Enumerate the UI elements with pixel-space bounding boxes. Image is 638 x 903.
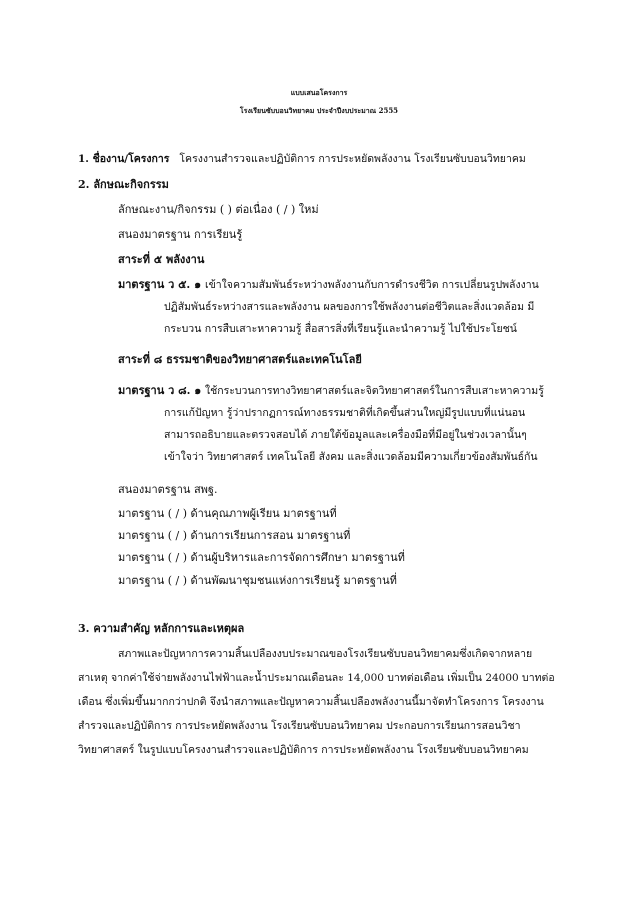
curriculum-standard: สนองมาตรฐาน การเรียนรู้ (118, 228, 243, 241)
section-3-label: 3. ความสำคัญ หลักการและเหตุผล (78, 622, 245, 635)
section-3-line: เดือน ซึ่งเพิ่มขึ้นมากกว่าปกติ จึงนำสภาพและปัญหาความสิ้นเปลืองพลังงานนี้มาจัดทำโครงการ โครงงาน (78, 696, 544, 708)
section-3-line: วิทยาศาสตร์ ในรูปแบบโครงงานสำรวจและปฏิบัติการ การประหยัดพลังงาน โรงเรียนซับบอนวิทยาคม (78, 744, 529, 756)
onec-standard-item: มาตรฐาน ( / ) ด้านผู้บริหารและการจัดการศึกษา มาตรฐานที่ (118, 551, 405, 564)
onec-standard-item: มาตรฐาน ( / ) ด้านคุณภาพผู้เรียน มาตรฐานที่ (118, 507, 337, 520)
onec-standard: สนองมาตรฐาน สพฐ. (118, 483, 218, 496)
activity-type: ลักษณะงาน/กิจกรรม ( ) ต่อเนื่อง ( / ) ใหม่ (118, 203, 319, 216)
section-3-line: สำรวจและปฏิบัติการ การประหยัดพลังงาน โรงเรียนซับบอนวิทยาคม ประกอบการเรียนการสอนวิชา (78, 720, 521, 732)
section-1-label: 1. ชื่องาน/โครงการ (78, 153, 170, 165)
section-2-label: 2. ลักษณะกิจกรรม (78, 178, 169, 191)
standard-5-1-label: มาตรฐาน ว ๕. ๑ (118, 278, 202, 291)
section-1-text: โครงงานสำรวจและปฏิบัติการ การประหยัดพลังงาน โรงเรียนซับบอนวิทยาคม (179, 153, 526, 165)
document-subtitle: โรงเรียนซับบอนวิทยาคม ประจำปีงบประมาณ 2555 (239, 106, 399, 115)
onec-standard-item: มาตรฐาน ( / ) ด้านการเรียนการสอน มาตรฐานที่ (118, 529, 351, 542)
standard-8-1-line: ใช้กระบวนการทางวิทยาศาสตร์และจิตวิทยาศาสตร์ในการสืบเสาะหาความรู้ (205, 385, 544, 397)
standard-8-1-line: การแก้ปัญหา รู้ว่าปรากฏการณ์ทางธรรมชาติที่เกิดขึ้นส่วนใหญ่มีรูปแบบที่แน่นอน (164, 407, 526, 419)
standard-5-1-line: ปฏิสัมพันธ์ระหว่างสารและพลังงาน ผลของการใช้พลังงานต่อชีวิตและสิ่งแวดล้อม มี (164, 301, 535, 313)
standard-8-1-line: เข้าใจว่า วิทยาศาสตร์ เทคโนโลยี สังคม และสิ่งแวดล้อมมีความเกี่ยวข้องสัมพันธ์กัน (164, 451, 538, 463)
section-3-line: สาเหตุ จากค่าใช้จ่ายพลังงานไฟฟ้าและน้ำประมาณเดือนละ 14,000 บาทต่อเดือน เพิ่มเป็น 24000 บาทต่อ (78, 672, 555, 684)
onec-standard-item: มาตรฐาน ( / ) ด้านพัฒนาชุมชนแห่งการเรียนรู้ มาตรฐานที่ (118, 574, 397, 587)
strand-5: สาระที่ ๕ พลังงาน (118, 253, 205, 266)
standard-5-1-line: เข้าใจความสัมพันธ์ระหว่างพลังงานกับการดำรงชีวิต การเปลี่ยนรูปพลังงาน (205, 279, 539, 291)
standard-5-1-line: กระบวน การสืบเสาะหาความรู้ สื่อสารสิ่งที่เรียนรู้และนำความรู้ ไปใช้ประโยชน์ (164, 323, 517, 335)
strand-8: สาระที่ ๘ ธรรมชาติของวิทยาศาสตร์และเทคโนโลยี (118, 353, 362, 366)
section-3-line: สภาพและปัญหาการความสิ้นเปลืองงบประมาณของโรงเรียนซับบอนวิทยาคมซึ่งเกิดจากหลาย (118, 648, 533, 660)
standard-8-1-label: มาตรฐาน ว ๘. ๑ (118, 384, 202, 397)
document-title: แบบเสนอโครงการ (290, 88, 348, 97)
section-1 (78, 152, 526, 166)
standard-8-1-line: สามารถอธิบายและตรวจสอบได้ ภายใต้ข้อมูลและเครื่องมือที่มีอยู่ในช่วงเวลานั้นๆ (164, 429, 527, 441)
